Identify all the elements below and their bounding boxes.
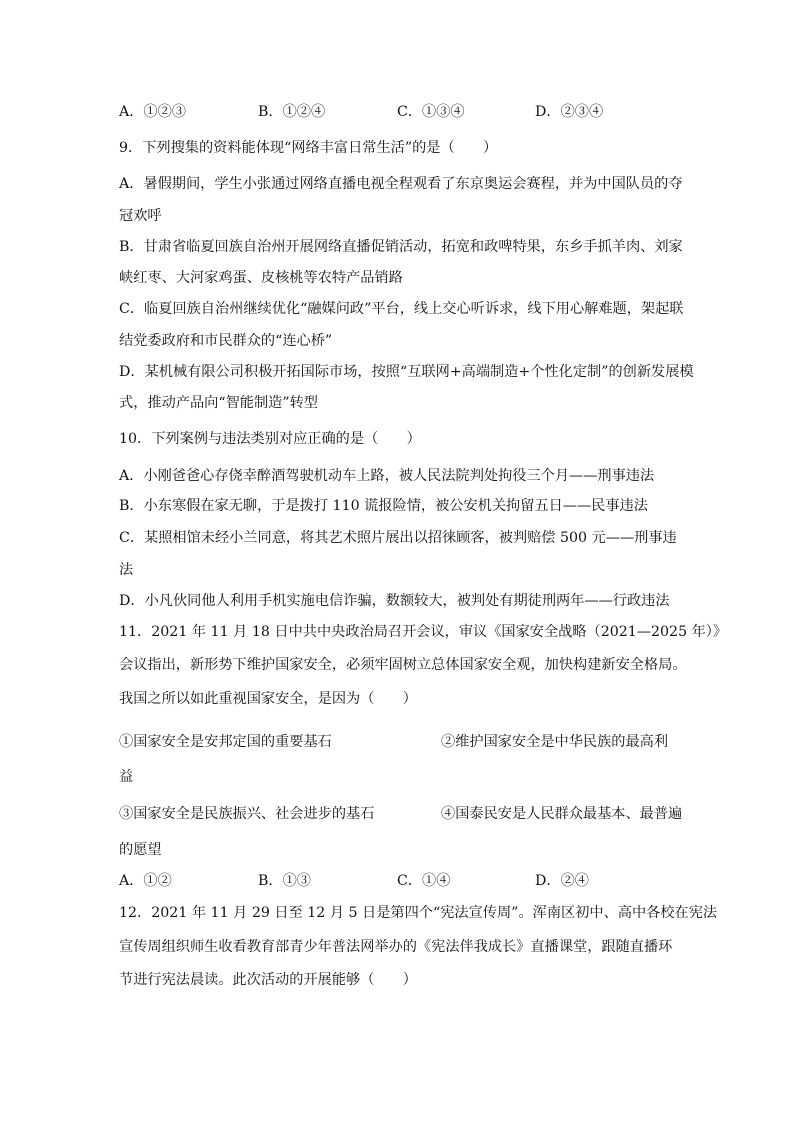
q9-option-a: A．暑假期间，学生小张通过网络直播电视全程观看了东京奥运会赛程，并为中国队员的夺 (119, 176, 683, 192)
q11-stem-cont-2: 我国之所以如此重视国家安全，是因为（ ） (119, 691, 417, 707)
q11-option-b: B．①③ (258, 873, 311, 889)
q12-stem: 12．2021 年 11 月 29 日至 12 月 5 日是第四个“宪法宣传周”。浑南区初中、高中各校在宪法 (119, 905, 718, 921)
q11-statements-row-1 (119, 732, 679, 752)
q11-statement-3: ③国家安全是民族振兴、社会进步的基石 (119, 806, 375, 822)
q8-options (119, 102, 679, 122)
q11-statement-2: ②维护国家安全是中华民族的最高利 (441, 734, 669, 750)
q11-statement-2-cont: 益 (119, 769, 134, 785)
q10-stem: 10．下列案例与违法类别对应正确的是（ ） (119, 431, 421, 447)
q11-statement-4-cont: 的愿望 (119, 842, 162, 858)
q10-option-d: D．小凡伙同他人利用手机实施电信诈骗，数额较大，被判处有期徒刑两年——行政违法 (119, 593, 670, 609)
q8-option-b: B．①②④ (258, 104, 326, 120)
q10-option-c: C．某照相馆未经小兰同意，将其艺术照片展出以招徕顾客，被判赔偿 500 元——刑事违 (119, 530, 677, 546)
q12-stem-cont-2: 节进行宪法晨读。此次活动的开展能够（ ） (119, 972, 417, 988)
q9-stem: 9．下列搜集的资料能体现“网络丰富日常生活”的是（ ） (119, 140, 498, 156)
q11-statements-row-2 (119, 804, 683, 824)
q10-option-c-cont: 法 (119, 562, 134, 578)
q9-option-d: D．某机械有限公司积极开拓国际市场，按照“互联网+高端制造+个性化定制”的创新发展模 (119, 364, 694, 380)
q11-options (119, 871, 679, 891)
q11-option-a: A．①② (119, 873, 172, 889)
q8-option-c: C．①③④ (397, 104, 465, 120)
q11-stem: 11．2021 年 11 月 18 日中共中央政治局召开会议，审议《国家安全战略（2021—2025 年）》 (119, 624, 728, 640)
q11-statement-1: ①国家安全是安邦定国的重要基石 (119, 734, 332, 750)
q11-stem-cont: 会议指出，新形势下维护国家安全，必须牢固树立总体国家安全观，加快构建新安全格局。 (119, 657, 687, 673)
q12-stem-cont: 宣传周组织师生收看教育部青少年普法网举办的《宪法伴我成长》直播课堂，跟随直播环 (119, 939, 673, 955)
q9-option-a-cont: 冠欢呼 (119, 208, 162, 224)
q11-statement-4: ④国泰民安是人民群众最基本、最普遍 (441, 806, 683, 822)
q9-option-c-cont: 结党委政府和市民群众的“连心桥” (119, 333, 333, 349)
q11-option-c: C．①④ (397, 873, 451, 889)
q10-option-a: A．小刚爸爸心存侥幸醉酒驾驶机动车上路，被人民法院判处拘役三个月——刑事违法 (119, 468, 655, 484)
q8-option-a: A．①②③ (119, 104, 186, 120)
q9-option-d-cont: 式，推动产品向“智能制造”转型 (119, 395, 318, 411)
q8-option-d: D．②③④ (535, 104, 604, 120)
q9-option-c: C．临夏回族自治州继续优化“融媒问政”平台，线上交心听诉求，线下用心解难题，架起联 (119, 301, 684, 317)
q9-option-b: B．甘肃省临夏回族自治州开展网络直播促销活动，拓宽和政啤特果，东乡手抓羊肉、刘家 (119, 239, 683, 255)
q9-option-b-cont: 峡红枣、大河家鸡蛋、皮核桃等农特产品销路 (119, 270, 403, 286)
q10-option-b: B．小东寒假在家无聊，于是拨打 110 谎报险情，被公安机关拘留五日——民事违法 (119, 498, 648, 514)
q11-option-d: D．②④ (535, 873, 589, 889)
